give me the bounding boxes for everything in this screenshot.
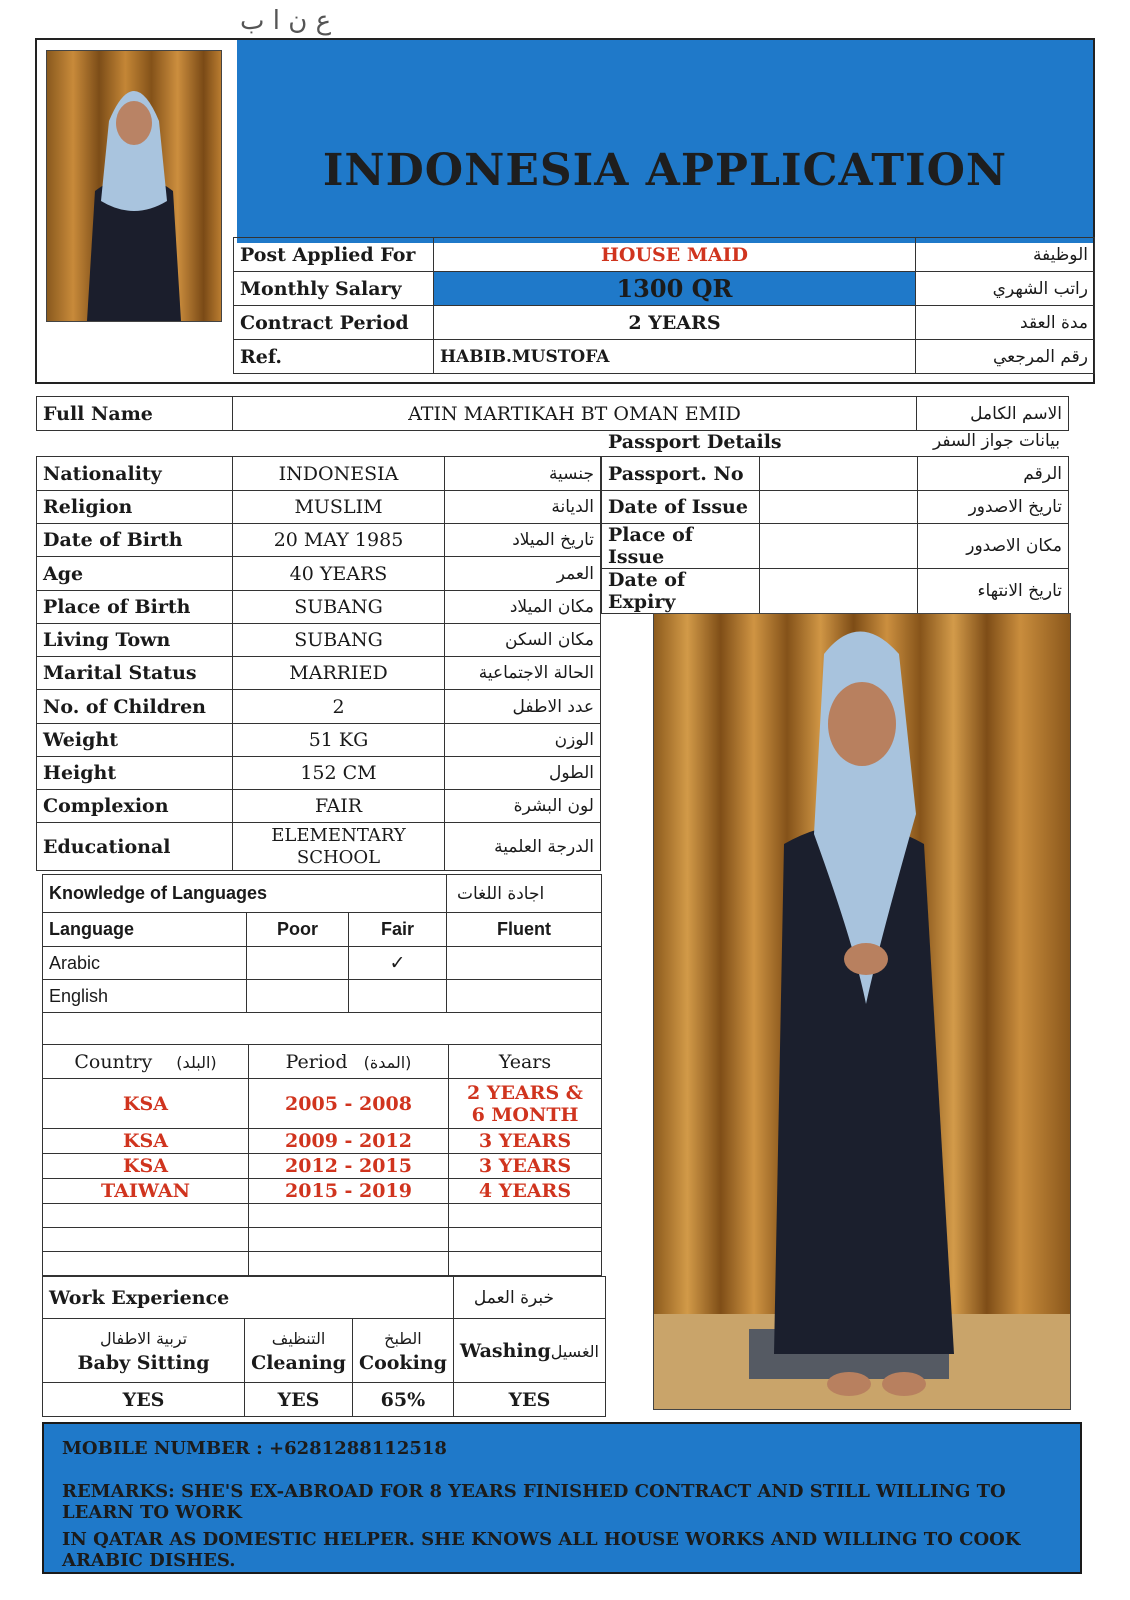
- table-row: [602, 457, 1069, 491]
- personal-details-table: [36, 456, 601, 871]
- table-row: [43, 1013, 602, 1045]
- table-row: [43, 913, 602, 947]
- country-col-en: Country: [74, 1050, 153, 1073]
- table-row: [43, 947, 602, 980]
- dob-label-ar: تاريخ الميلاد: [445, 524, 601, 557]
- table-row: [43, 1383, 606, 1417]
- fluent-col-header: Fluent: [447, 913, 602, 947]
- nationality-value: INDONESIA: [233, 457, 445, 491]
- table-row: [37, 457, 601, 491]
- table-row: [43, 1129, 602, 1154]
- religion-value: MUSLIM: [233, 491, 445, 524]
- expiry-value: [760, 569, 918, 614]
- country-col-ar: (البلد): [176, 1052, 217, 1072]
- table-row: [37, 397, 1069, 431]
- poor-col-header: Poor: [247, 913, 349, 947]
- years-col-header: Years: [449, 1045, 602, 1079]
- complexion-value: FAIR: [233, 790, 445, 823]
- exp-period: 2005 - 2008: [249, 1079, 449, 1129]
- skill-value: YES: [43, 1383, 245, 1417]
- salary-label: Monthly Salary: [234, 272, 434, 306]
- table-row: [37, 724, 601, 757]
- skill-baby-sitting: [43, 1319, 245, 1383]
- table-row: [37, 591, 601, 624]
- nationality-label: Nationality: [37, 457, 233, 491]
- applicant-photo-large: [653, 613, 1071, 1410]
- issue-place-label: Place of Issue: [602, 524, 760, 569]
- table-row: [602, 491, 1069, 524]
- exp-years: 3 YEARS: [449, 1129, 602, 1154]
- language-english: English: [43, 980, 247, 1013]
- dob-label: Date of Birth: [37, 524, 233, 557]
- table-row: [37, 823, 601, 871]
- complexion-label-ar: لون البشرة: [445, 790, 601, 823]
- ref-value: HABIB.MUSTOFA: [434, 340, 916, 374]
- work-experience-table: [42, 1276, 606, 1417]
- birthplace-label-ar: مكان الميلاد: [445, 591, 601, 624]
- table-row: [43, 1045, 602, 1079]
- table-row: [43, 1179, 602, 1204]
- issue-date-label: Date of Issue: [602, 491, 760, 524]
- skill-ar: تربية الاطفال: [99, 1328, 188, 1348]
- issue-place-label-ar: مكان الاصدور: [918, 524, 1069, 569]
- children-value: 2: [233, 690, 445, 724]
- footer-remarks: [42, 1422, 1082, 1574]
- skill-en: Washing: [459, 1339, 551, 1362]
- period-col-ar: (المدة): [363, 1052, 412, 1072]
- passport-no-label-ar: الرقم: [918, 457, 1069, 491]
- table-row: [43, 875, 602, 913]
- full-name-value: ATIN MARTIKAH BT OMAN EMID: [233, 397, 917, 431]
- contract-value: 2 YEARS: [434, 306, 916, 340]
- table-row: [602, 524, 1069, 569]
- weight-label-ar: الوزن: [445, 724, 601, 757]
- post-label: Post Applied For: [234, 238, 434, 272]
- table-row: [234, 306, 1095, 340]
- skill-ar: الغسيل: [550, 1341, 599, 1361]
- birthplace-value: SUBANG: [233, 591, 445, 624]
- exp-country: KSA: [43, 1154, 249, 1179]
- english-fluent: [447, 980, 602, 1013]
- religion-label-ar: الديانة: [445, 491, 601, 524]
- table-row: [37, 491, 601, 524]
- full-name-table: [36, 396, 1069, 431]
- passport-no-label: Passport. No: [602, 457, 760, 491]
- arabic-fair-check: ✓: [349, 947, 447, 980]
- skill-ar: التنظيف: [271, 1328, 326, 1348]
- living-town-label: Living Town: [37, 624, 233, 657]
- english-poor: [247, 980, 349, 1013]
- education-label: Educational: [37, 823, 233, 871]
- religion-label: Religion: [37, 491, 233, 524]
- expiry-label-ar: تاريخ الانتهاء: [918, 569, 1069, 614]
- complexion-label: Complexion: [37, 790, 233, 823]
- education-value-line2: SCHOOL: [296, 846, 381, 868]
- marital-label-ar: الحالة الاجتماعية: [445, 657, 601, 690]
- height-value: 152 CM: [233, 757, 445, 790]
- skill-ar: الطبخ: [384, 1328, 422, 1348]
- height-label-ar: الطول: [445, 757, 601, 790]
- page-title: INDONESIA APPLICATION: [322, 145, 1008, 196]
- expiry-label: Date of Expiry: [602, 569, 760, 614]
- arabic-fluent: [447, 947, 602, 980]
- exp-country: KSA: [43, 1129, 249, 1154]
- salary-value: 1300 QR: [434, 272, 916, 306]
- issue-date-value: [760, 491, 918, 524]
- issue-place-value: [760, 524, 918, 569]
- languages-header-ar: اجادة اللغات: [447, 875, 602, 913]
- education-value: [233, 823, 445, 871]
- remarks-line1: REMARKS: SHE'S EX-ABROAD FOR 8 YEARS FINISHED CONTRACT AND STILL WILLING TO LEARN TO WORK: [62, 1481, 1006, 1523]
- table-row: [37, 757, 601, 790]
- fair-col-header: Fair: [349, 913, 447, 947]
- skill-washing: [453, 1319, 605, 1383]
- table-row: [43, 1079, 602, 1129]
- ref-label: Ref.: [234, 340, 434, 374]
- table-row: [43, 1154, 602, 1179]
- exp-period: 2015 - 2019: [249, 1179, 449, 1204]
- languages-header: Knowledge of Languages: [43, 875, 447, 913]
- job-info-table: [233, 237, 1095, 374]
- table-row: [43, 1228, 602, 1252]
- age-value: 40 YEARS: [233, 557, 445, 591]
- exp-years-line1: 2 YEARS &: [467, 1081, 583, 1104]
- height-label: Height: [37, 757, 233, 790]
- passport-header: Passport Details: [608, 431, 782, 453]
- work-header: Work Experience: [43, 1277, 454, 1319]
- weight-value: 51 KG: [233, 724, 445, 757]
- title-band: [237, 40, 1093, 243]
- table-row: [37, 657, 601, 690]
- table-row: [234, 272, 1095, 306]
- language-col-header: Language: [43, 913, 247, 947]
- table-row: [43, 980, 602, 1013]
- exp-period: 2009 - 2012: [249, 1129, 449, 1154]
- table-row: [37, 524, 601, 557]
- contract-label: Contract Period: [234, 306, 434, 340]
- children-label-ar: عدد الاطفل: [445, 690, 601, 724]
- table-row: [602, 569, 1069, 614]
- children-label: No. of Children: [37, 690, 233, 724]
- exp-country: KSA: [43, 1079, 249, 1129]
- table-row: [37, 624, 601, 657]
- work-header-ar: خبرة العمل: [453, 1277, 605, 1319]
- table-row: [234, 238, 1095, 272]
- skill-value: YES: [245, 1383, 353, 1417]
- english-fair: [349, 980, 447, 1013]
- table-row: [43, 1204, 602, 1228]
- weight-label: Weight: [37, 724, 233, 757]
- language-arabic: Arabic: [43, 947, 247, 980]
- skill-en: Baby Sitting: [77, 1351, 210, 1374]
- period-col-header: [249, 1045, 449, 1079]
- experience-table: [42, 1044, 602, 1276]
- post-value: HOUSE MAID: [434, 238, 916, 272]
- contract-label-ar: مدة العقد: [916, 306, 1095, 340]
- education-value-line1: ELEMENTARY: [271, 824, 406, 846]
- mobile-number: MOBILE NUMBER : +6281288112518: [62, 1438, 447, 1459]
- issue-date-label-ar: تاريخ الاصدور: [918, 491, 1069, 524]
- skill-en: Cleaning: [251, 1351, 346, 1374]
- table-row: [37, 557, 601, 591]
- skill-cooking: [352, 1319, 453, 1383]
- country-col-header: [43, 1045, 249, 1079]
- exp-years: 4 YEARS: [449, 1179, 602, 1204]
- period-col-en: Period: [285, 1050, 348, 1073]
- exp-years: [449, 1079, 602, 1129]
- full-name-label: Full Name: [37, 397, 233, 431]
- exp-country: TAIWAN: [43, 1179, 249, 1204]
- exp-period: 2012 - 2015: [249, 1154, 449, 1179]
- table-row: [43, 1252, 602, 1276]
- table-row: [37, 790, 601, 823]
- arabic-poor: [247, 947, 349, 980]
- passport-no-value: [760, 457, 918, 491]
- table-row: [43, 1319, 606, 1383]
- handwritten-note: ع ن ا ب: [240, 6, 332, 36]
- skill-value: YES: [453, 1383, 605, 1417]
- languages-table: [42, 874, 602, 1045]
- skill-en: Cooking: [358, 1351, 447, 1374]
- skill-cleaning: [245, 1319, 353, 1383]
- living-town-label-ar: مكان السكن: [445, 624, 601, 657]
- passport-header-ar: بيانات جواز السفر: [932, 431, 1060, 451]
- dob-value: 20 MAY 1985: [233, 524, 445, 557]
- ref-label-ar: رقم المرجعي: [916, 340, 1095, 374]
- table-row: [37, 690, 601, 724]
- exp-years-line2: 6 MONTH: [471, 1103, 579, 1126]
- table-row: [234, 340, 1095, 374]
- birthplace-label: Place of Birth: [37, 591, 233, 624]
- education-label-ar: الدرجة العلمية: [445, 823, 601, 871]
- full-name-label-ar: الاسم الكامل: [917, 397, 1069, 431]
- age-label-ar: العمر: [445, 557, 601, 591]
- remarks-line2: IN QATAR AS DOMESTIC HELPER. SHE KNOWS ALL HOUSE WORKS AND WILLING TO COOK ARABIC DISHES.: [62, 1529, 1021, 1571]
- post-label-ar: الوظيفة: [916, 238, 1095, 272]
- applicant-photo-small: [46, 50, 222, 322]
- exp-years: 3 YEARS: [449, 1154, 602, 1179]
- salary-label-ar: راتب الشهري: [916, 272, 1095, 306]
- passport-table: [601, 456, 1069, 614]
- age-label: Age: [37, 557, 233, 591]
- marital-label: Marital Status: [37, 657, 233, 690]
- nationality-label-ar: جنسية: [445, 457, 601, 491]
- skill-value: 65%: [352, 1383, 453, 1417]
- table-row: [43, 1277, 606, 1319]
- marital-value: MARRIED: [233, 657, 445, 690]
- living-town-value: SUBANG: [233, 624, 445, 657]
